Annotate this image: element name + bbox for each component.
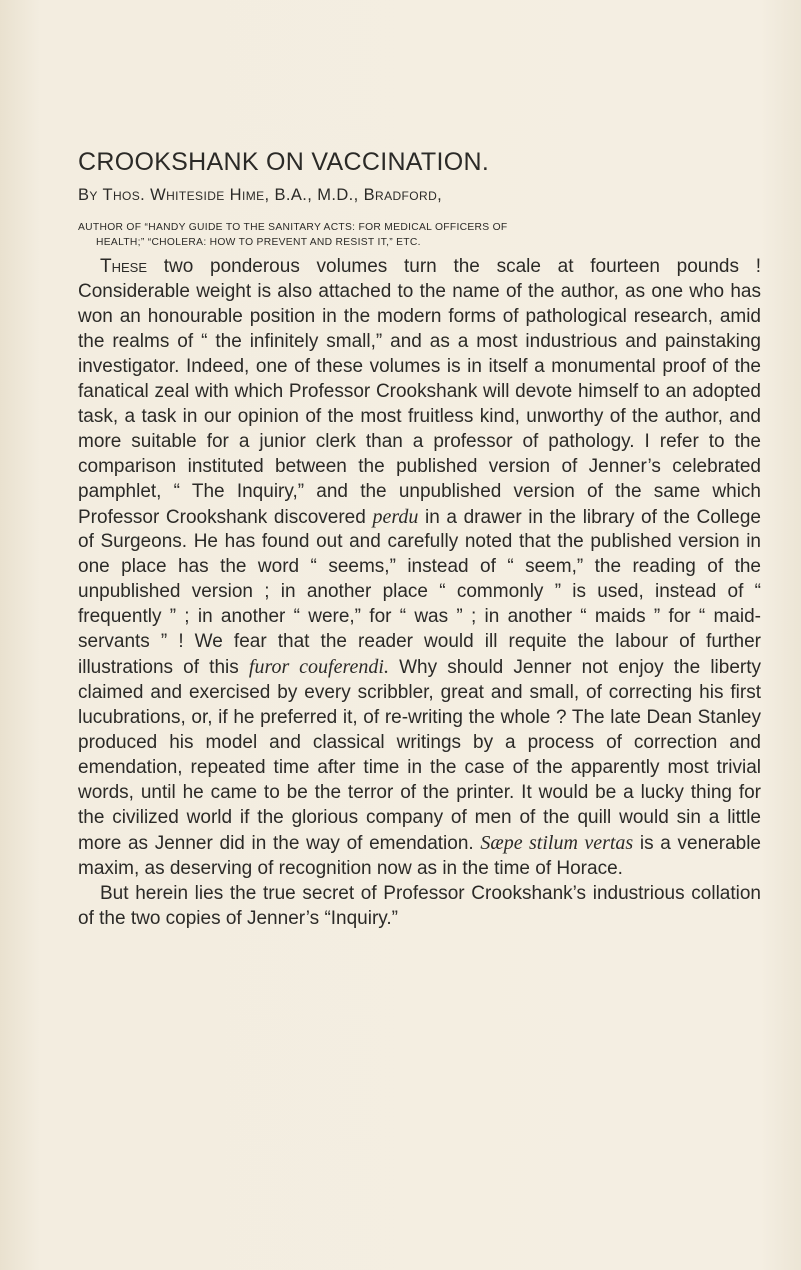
- author-credentials: [78, 220, 778, 250]
- paragraph-1-text-a: two ponderous volumes turn the scale at fourteen pounds ! Considerable weight is also attached to the name of the author, as one who has won an honourable position in the modern forms of pathological research, amid the realms of “ the infinitely small,” and as a most industrious and painstaking investigator. Indeed, one of these volumes is in itself a monumental proof of the fanatical zeal with which Professor Crookshank will devote himself to an adopted task, a task in our opinion of the most fruitless kind, unworthy of the author, and more suitable for a junior clerk than a professor of pathology. I refer to the comparison instituted between the published version of Jenner’s celebrated pamphlet, “ The Inquiry,” and the unpublished version of the same which Professor Crookshank discovered: [78, 256, 761, 528]
- italic-phrase-saepe: Sæpe stilum vertas: [480, 831, 634, 854]
- author-credentials-line-1: AUTHOR OF “HANDY GUIDE TO THE SANITARY ACTS: FOR MEDICAL OFFICERS OF: [78, 222, 508, 233]
- article-body: [78, 255, 761, 932]
- article-byline: By Thos. Whiteside Hime, B.A., M.D., Bradford,: [78, 186, 443, 204]
- paragraph-1: [78, 255, 761, 882]
- author-credentials-line-2: HEALTH;” “CHOLERA: HOW TO PREVENT AND RESIST IT,” ETC.: [96, 237, 421, 248]
- paragraph-1-text-b: in a drawer in the library of the College of Surgeons. He has found out and carefully noted that the published version in one place has the word “ seems,” instead of “ seem,” the reading of the unpublished version ; in another place “ commonly ” is used, instead of “ frequently ” ; in another “ were,” for “ was ” ; in another “ maids ” for “ maid-servants ” ! We fear that the reader would ill requite the labour of further illustrations of this: [78, 506, 761, 679]
- article-title: CROOKSHANK ON VACCINATION.: [78, 148, 490, 176]
- italic-phrase-furor: furor couferendi.: [248, 656, 389, 679]
- paragraph-1-text-d: is a venerable maxim, as deserving of recognition now as in the time of Horace.: [78, 832, 761, 879]
- italic-phrase-perdu: perdu: [372, 505, 419, 528]
- paragraph-1-text-c: Why should Jenner not enjoy the liberty claimed and exercised by every scribbler, great and small, of correcting his first lucubrations, or, if he preferred it, of re-writing the whole ? The late Dean Stanley produced his model and classical writings by a process of correction and emendation, repeated time after time in the case of the apparently most trivial words, until he came to be the terror of the printer. It would be a lucky thing for the civilized world if the glorious company of men of the quill would sin a little more as Jenner did in the way of emendation.: [78, 657, 762, 854]
- paragraph-lead-word: These: [100, 256, 148, 277]
- paragraph-2: But herein lies the true secret of Professor Crookshank’s industrious collation of the two copies of Jenner’s “Inquiry.”: [78, 882, 761, 929]
